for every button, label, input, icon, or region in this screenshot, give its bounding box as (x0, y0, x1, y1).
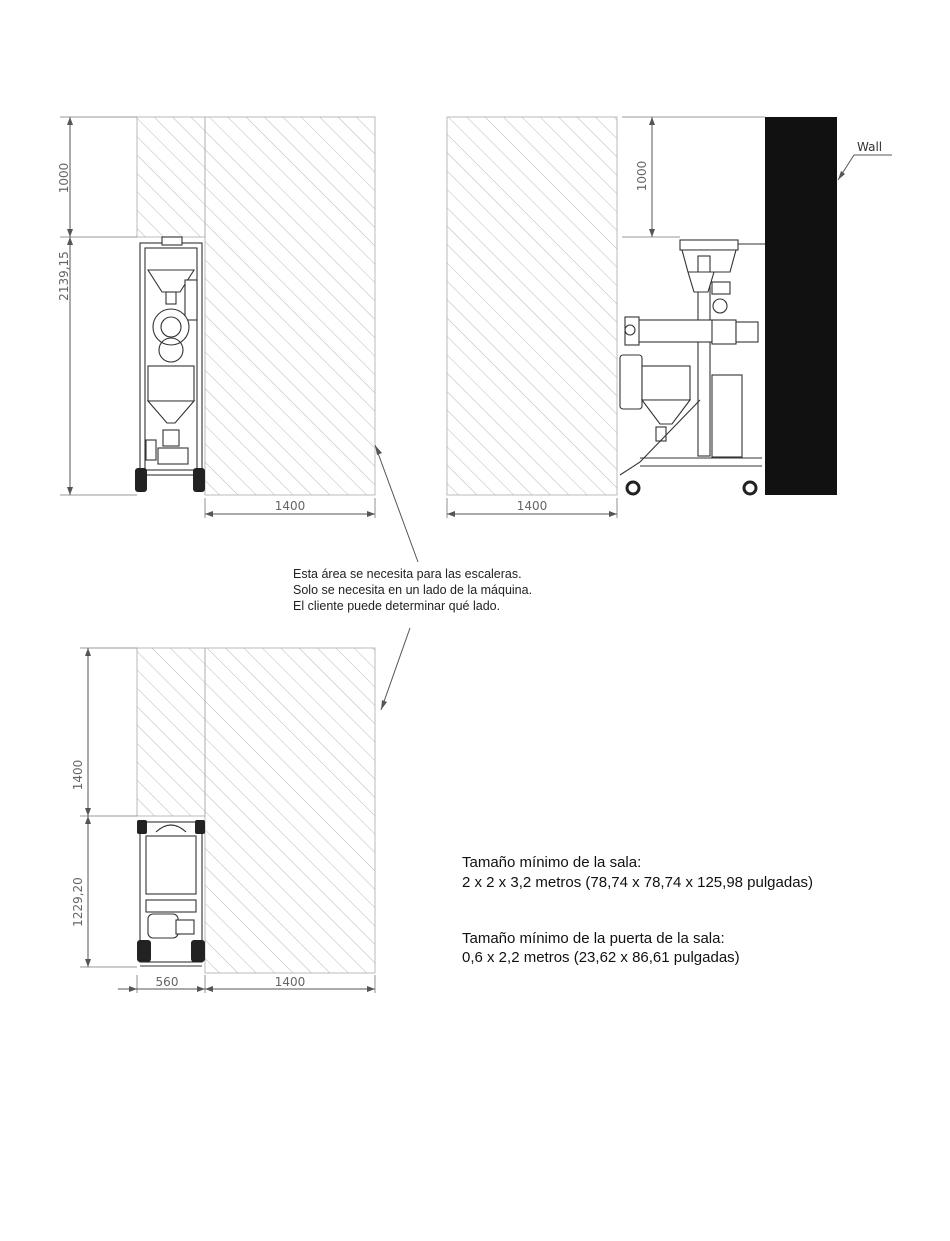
top-view (71, 648, 375, 993)
clearance-area-front (137, 648, 205, 816)
room-size-value: 2 x 2 x 3,2 metros (78,74 x 78,74 x 125,98 pulgadas) (462, 874, 814, 891)
room-specifications (462, 854, 813, 966)
stair-area-side (447, 117, 617, 495)
stair-area (205, 117, 375, 495)
room-size-title: Tamaño mínimo de la sala: (462, 854, 642, 871)
dim-top-clearance: 1400 (71, 759, 85, 791)
door-size-title: Tamaño mínimo de la puerta de la sala: (462, 930, 725, 947)
machine-top (137, 820, 205, 966)
dim-front-width: 1400 (274, 499, 306, 513)
note-line-2: Solo se necesita en un lado de la máquina. (293, 583, 533, 597)
machine-front (135, 237, 205, 492)
wall-label: Wall (857, 140, 883, 154)
note-line-1: Esta área se necesita para las escaleras. (293, 567, 522, 581)
door-size-value: 0,6 x 2,2 metros (23,62 x 86,61 pulgadas) (462, 949, 740, 966)
arrow-to-front-view (375, 445, 418, 562)
front-view (57, 117, 375, 518)
arrow-to-top-view (381, 628, 410, 710)
dim-side-top: 1000 (635, 160, 649, 192)
dim-top-depth: 1229,20 (71, 877, 85, 927)
wall (765, 117, 837, 495)
dim-machine-width: 560 (155, 975, 179, 989)
dim-side-width: 1400 (516, 499, 548, 513)
machine-side (620, 240, 765, 494)
stair-area-top (205, 648, 375, 973)
clearance-area-top (137, 117, 205, 237)
dim-front-top: 1000 (57, 162, 71, 194)
side-view (447, 117, 892, 518)
dim-top-width: 1400 (274, 975, 306, 989)
dim-front-height: 2139,15 (57, 251, 71, 301)
note-line-3: El cliente puede determinar qué lado. (293, 599, 501, 613)
